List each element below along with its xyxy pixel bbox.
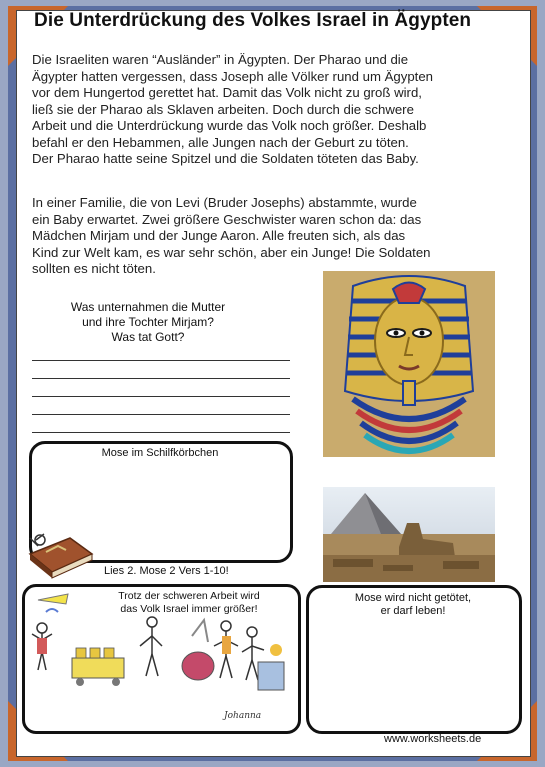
footer-credit: www.worksheets.de bbox=[384, 733, 482, 745]
text-line: In einer Familie, die von Levi (Bruder Josephs) abstammte, wurde bbox=[32, 195, 417, 210]
text-line: befahl er den Hebammen, alle Jungen nach der Geburt zu töten. bbox=[32, 134, 409, 150]
text-line: Mädchen Mirjam und der Junge Aaron. Alle freuten sich, als das bbox=[32, 228, 406, 243]
text-line: Der Pharao hatte seine Spitzel und die Soldaten töteten das Baby. bbox=[32, 151, 419, 166]
drawing-signature: Johanna bbox=[224, 711, 262, 721]
paragraph-intro bbox=[32, 52, 516, 168]
text-line: Die Israeliten waren “Ausländer” in Ägypten. Der Pharao und die bbox=[32, 52, 409, 67]
moses-survives-caption bbox=[310, 592, 516, 618]
text-line: ein Baby erwartet. Zwei größere Geschwister waren schon da: das bbox=[32, 211, 422, 227]
question-line: Was unternahmen die Mutter bbox=[70, 300, 226, 314]
bible-reference: Lies 2. Mose 2 Vers 1-10! bbox=[104, 565, 229, 577]
pharaoh-mask-image bbox=[323, 271, 495, 457]
text-line: Kind zur Welt kam, es war sehr schön, aber ein Junge! Die Soldaten bbox=[32, 244, 431, 260]
worksheet-title: Die Unterdrückung des Volkes Israel in Ägypten bbox=[34, 10, 472, 31]
caption-line: Mose wird nicht getötet, bbox=[354, 592, 472, 604]
question-line: Was tat Gott? bbox=[111, 330, 185, 344]
paragraph-family bbox=[32, 195, 516, 278]
answer-line[interactable] bbox=[32, 414, 290, 415]
answer-line[interactable] bbox=[32, 396, 290, 397]
pyramid-sphinx-photo bbox=[323, 487, 495, 582]
answer-line[interactable] bbox=[32, 360, 290, 361]
caption-line: er darf leben! bbox=[380, 605, 446, 617]
answer-line[interactable] bbox=[32, 378, 290, 379]
children-drawing-image bbox=[28, 590, 290, 724]
text-line: Ägypter hatten vergessen, dass Joseph alle Völker rund um Ägypten bbox=[32, 68, 433, 84]
answer-line[interactable] bbox=[32, 432, 290, 433]
question-prompt bbox=[48, 300, 248, 345]
text-line: Arbeit und die Unterdrückung wurde das Volk noch größer. Deshalb bbox=[32, 118, 427, 133]
question-line: und ihre Tochter Mirjam? bbox=[82, 315, 214, 329]
caption-line: das Volk Israel immer größer! bbox=[120, 602, 258, 615]
bible-icon bbox=[26, 532, 94, 582]
text-line: vor dem Hungertod gerettet hat. Damit das Volk nicht zu groß wird, bbox=[32, 85, 422, 100]
caption-line: Trotz der schweren Arbeit wird bbox=[118, 590, 260, 602]
moses-basket-label: Mose im Schilfkörbchen bbox=[101, 447, 219, 459]
text-line: sollten es nicht töten. bbox=[32, 261, 156, 276]
text-line: ließ sie der Pharao als Sklaven arbeiten. Doch durch die schwere bbox=[32, 101, 414, 117]
